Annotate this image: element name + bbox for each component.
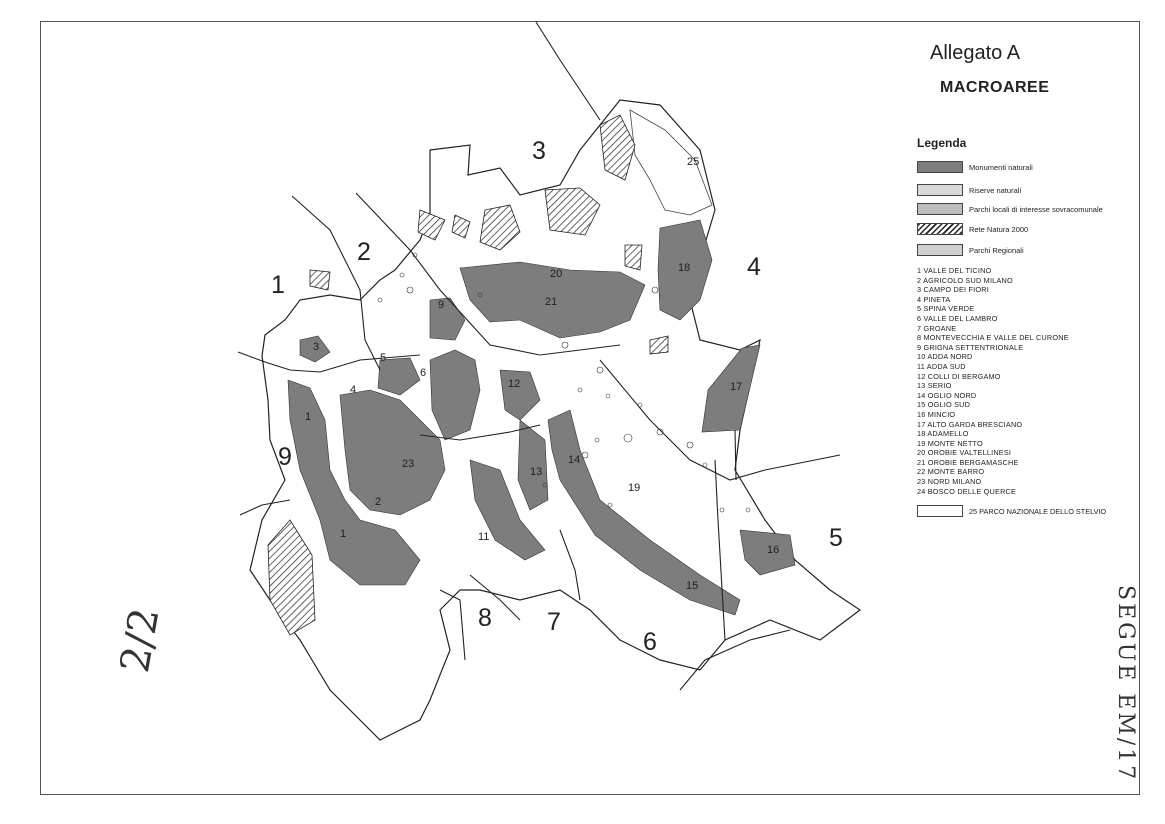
park-item: 6 VALLE DEL LAMBRO bbox=[917, 313, 998, 323]
park-item: 12 COLLI DI BERGAMO bbox=[917, 371, 1001, 381]
park-item: 9 GRIGNA SETTENTRIONALE bbox=[917, 342, 1024, 352]
park-item: 14 OGLIO NORD bbox=[917, 390, 977, 400]
map-number: 16 bbox=[767, 544, 780, 556]
map-number: 12 bbox=[508, 378, 521, 390]
macroarea-label: 1 bbox=[271, 271, 285, 299]
park-item: 3 CAMPO DEI FIORI bbox=[917, 285, 989, 295]
park-item: 13 SERIO bbox=[917, 381, 952, 391]
park-item: 24 BOSCO DELLE QUERCE bbox=[917, 486, 1017, 496]
legend-swatch bbox=[917, 184, 963, 196]
macroarea-label: 4 bbox=[747, 253, 761, 281]
legend-label: Rete Natura 2000 bbox=[969, 224, 1029, 234]
map-number: 19 bbox=[628, 482, 641, 494]
macroarea-label: 7 bbox=[547, 608, 561, 636]
legend-item bbox=[917, 243, 1024, 257]
park-item: 19 MONTE NETTO bbox=[917, 438, 983, 448]
map-number: 17 bbox=[730, 381, 743, 393]
map-number: 21 bbox=[545, 296, 558, 308]
handwritten-note: SEGUE EM/17 bbox=[1113, 585, 1138, 783]
park-item: 15 OGLIO SUD bbox=[917, 400, 971, 410]
map-number: 1 bbox=[340, 528, 347, 540]
map-number: 13 bbox=[530, 466, 543, 478]
map-number: 23 bbox=[402, 458, 415, 470]
map-number: 15 bbox=[686, 580, 699, 592]
park-item: 4 PINETA bbox=[917, 294, 951, 304]
park-item: 7 GROANE bbox=[917, 323, 957, 333]
park-item: 17 ALTO GARDA BRESCIANO bbox=[917, 419, 1023, 429]
map-number: 6 bbox=[420, 367, 427, 379]
map-number: 20 bbox=[550, 268, 563, 280]
legend-swatch bbox=[917, 505, 963, 517]
map-number: 14 bbox=[568, 454, 581, 466]
legend-label: 25 PARCO NAZIONALE DELLO STELVIO bbox=[969, 506, 1107, 516]
park-item: 2 AGRICOLO SUD MILANO bbox=[917, 275, 1013, 285]
legend-label: Riserve naturali bbox=[969, 185, 1022, 195]
macroarea-label: 2 bbox=[357, 238, 371, 266]
legend-title: Legenda bbox=[917, 136, 967, 150]
legend-item bbox=[917, 160, 1033, 174]
legend-item bbox=[917, 202, 1103, 216]
park-item: 16 MINCIO bbox=[917, 409, 956, 419]
map-number: 11 bbox=[478, 531, 490, 543]
park-item: 1 VALLE DEL TICINO bbox=[917, 266, 992, 275]
parks-list bbox=[917, 266, 1069, 496]
legend-swatch bbox=[917, 203, 963, 215]
map-number: 9 bbox=[438, 299, 445, 311]
park-item: 11 ADDA SUD bbox=[917, 361, 966, 371]
park-item: 22 MONTE BARRO bbox=[917, 467, 985, 477]
map-number: 3 bbox=[313, 341, 320, 353]
legend-label: Monumenti naturali bbox=[969, 162, 1033, 172]
legend-label: Parchi Regionali bbox=[969, 245, 1024, 255]
map-number: 25 bbox=[687, 156, 700, 168]
macroarea-label: 5 bbox=[829, 524, 843, 552]
park-item: 8 MONTEVECCHIA E VALLE DEL CURONE bbox=[917, 333, 1069, 343]
park-item: 21 OROBIE BERGAMASCHE bbox=[917, 457, 1019, 467]
park-item: 18 ADAMELLO bbox=[917, 429, 969, 439]
map-number: 2 bbox=[375, 496, 382, 508]
park-item: 23 NORD MILANO bbox=[917, 477, 982, 487]
legend-swatch bbox=[917, 223, 963, 235]
page-title: Allegato A bbox=[930, 42, 1021, 64]
stelvio-legend-item bbox=[917, 505, 1106, 517]
legend-swatch bbox=[917, 244, 963, 256]
park-item: 20 OROBIE VALTELLINESI bbox=[917, 448, 1012, 458]
macroarea-label: 9 bbox=[278, 443, 292, 471]
legend-item bbox=[917, 222, 1028, 236]
park-item: 10 ADDA NORD bbox=[917, 352, 973, 362]
macroarea-label: 8 bbox=[478, 604, 492, 632]
map-number: 1 bbox=[305, 411, 312, 423]
page-subtitle: MACROAREE bbox=[940, 79, 1050, 96]
macroarea-label: 6 bbox=[643, 628, 657, 656]
map-number: 5 bbox=[380, 352, 387, 364]
map-number: 4 bbox=[350, 384, 357, 396]
handwritten-page-number: 2/2 bbox=[112, 604, 169, 676]
legend-item bbox=[917, 183, 1021, 197]
park-item: 5 SPINA VERDE bbox=[917, 304, 975, 314]
map-number: 18 bbox=[678, 262, 691, 274]
legend-label: Parchi locali di interesse sovracomunale bbox=[969, 204, 1103, 214]
macroarea-label: 3 bbox=[532, 137, 546, 165]
legend-swatch bbox=[917, 161, 963, 173]
